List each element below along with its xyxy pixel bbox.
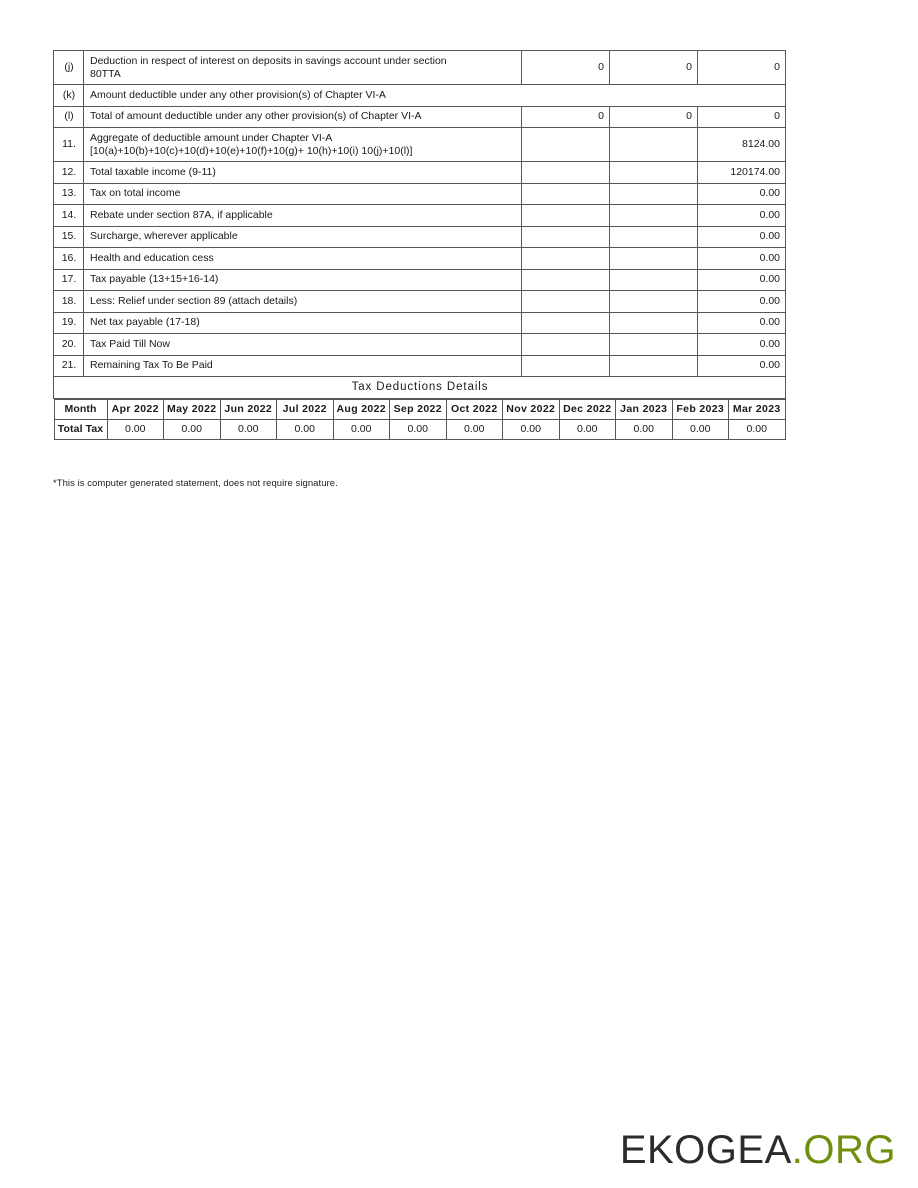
row-amount-col3: 120174.00 (698, 162, 786, 184)
row-description (84, 106, 522, 128)
row-amount-col1 (522, 183, 610, 205)
row-description-line1: Tax on total income (90, 187, 181, 200)
row-amount-col1 (522, 312, 610, 334)
table-row (54, 106, 786, 128)
row-description (84, 183, 522, 205)
row-serial-number: 13. (54, 183, 84, 205)
table-row (54, 85, 786, 107)
row-amount-col1 (522, 226, 610, 248)
tax-deductions-section (54, 377, 786, 441)
row-description (84, 162, 522, 184)
row-amount-col3: 0.00 (698, 291, 786, 313)
total-tax-cell: 0.00 (729, 420, 786, 440)
row-description-line1: Tax payable (13+15+16-14) (90, 273, 219, 286)
computer-generated-note: *This is computer generated statement, does not require signature. (53, 478, 338, 489)
row-amount-col3: 0.00 (698, 226, 786, 248)
month-header-cell: Mar 2023 (729, 400, 786, 420)
row-description (84, 128, 522, 162)
row-amount-col1 (522, 128, 610, 162)
row-description (84, 248, 522, 270)
total-tax-cell: 0.00 (446, 420, 503, 440)
tax-deductions-grid-cell (54, 399, 786, 441)
watermark-secondary-text: .ORG (791, 1128, 896, 1172)
row-amount-col1: 0 (522, 106, 610, 128)
row-amount-col1 (522, 248, 610, 270)
total-tax-row-label: Total Tax (54, 420, 107, 440)
total-tax-cell: 0.00 (277, 420, 334, 440)
total-tax-cell: 0.00 (616, 420, 673, 440)
row-amount-col3: 0.00 (698, 248, 786, 270)
table-row (54, 355, 786, 377)
month-header-cell: Feb 2023 (672, 400, 729, 420)
month-header-cell: Nov 2022 (503, 400, 560, 420)
row-description (84, 312, 522, 334)
total-tax-cell: 0.00 (503, 420, 560, 440)
monthly-tax-table (54, 399, 786, 440)
row-amount-col2 (610, 226, 698, 248)
table-row (54, 205, 786, 227)
row-amount-col3: 0.00 (698, 312, 786, 334)
row-amount-col1 (522, 334, 610, 356)
row-amount-col2 (610, 269, 698, 291)
row-amount-col1 (522, 162, 610, 184)
row-description (84, 291, 522, 313)
row-amount-col2 (610, 334, 698, 356)
row-amount-col2 (610, 162, 698, 184)
row-description (84, 85, 786, 107)
total-tax-cell: 0.00 (672, 420, 729, 440)
row-description-line1: Amount deductible under any other provision(s) of Chapter VI-A (90, 88, 386, 101)
month-header-cell: Dec 2022 (559, 400, 616, 420)
month-header-cell: Jan 2023 (616, 400, 673, 420)
row-amount-col2 (610, 183, 698, 205)
row-description (84, 226, 522, 248)
tax-deductions-grid-row (54, 399, 786, 441)
row-serial-number: (k) (54, 85, 84, 107)
row-description-line2: 80TTA (90, 67, 121, 80)
row-amount-col2 (610, 291, 698, 313)
row-amount-col2 (610, 128, 698, 162)
row-amount-col3: 0.00 (698, 355, 786, 377)
row-amount-col2 (610, 312, 698, 334)
row-amount-col3: 0.00 (698, 183, 786, 205)
table-row (54, 51, 786, 85)
row-description (84, 355, 522, 377)
month-row-label: Month (54, 400, 107, 420)
row-amount-col1 (522, 269, 610, 291)
row-serial-number: 17. (54, 269, 84, 291)
row-serial-number: 15. (54, 226, 84, 248)
row-description-line1: Rebate under section 87A, if applicable (90, 208, 273, 221)
total-tax-row (54, 420, 785, 440)
table-row (54, 312, 786, 334)
row-description-line1: Total of amount deductible under any other provision(s) of Chapter VI-A (90, 110, 422, 123)
row-serial-number: 20. (54, 334, 84, 356)
month-header-cell: May 2022 (164, 400, 221, 420)
table-row (54, 269, 786, 291)
table-row (54, 226, 786, 248)
total-tax-cell: 0.00 (164, 420, 221, 440)
row-amount-col2 (610, 355, 698, 377)
tax-computation-table (53, 50, 786, 440)
row-serial-number: 16. (54, 248, 84, 270)
row-description (84, 334, 522, 356)
row-description-line1: Surcharge, wherever applicable (90, 230, 238, 243)
row-amount-col3: 8124.00 (698, 128, 786, 162)
row-amount-col3: 0.00 (698, 334, 786, 356)
month-header-cell: Aug 2022 (333, 400, 390, 420)
row-description-line1: Total taxable income (9-11) (90, 165, 216, 178)
row-amount-col2: 0 (610, 51, 698, 85)
row-amount-col3: 0 (698, 51, 786, 85)
row-amount-col3: 0 (698, 106, 786, 128)
row-description-line1: Net tax payable (17-18) (90, 316, 200, 329)
row-amount-col2 (610, 248, 698, 270)
site-watermark (620, 1130, 896, 1170)
tax-computation-body (54, 51, 786, 377)
total-tax-cell: 0.00 (220, 420, 277, 440)
row-description-line1: Health and education cess (90, 251, 214, 264)
row-description (84, 51, 522, 85)
row-description-line1: Remaining Tax To Be Paid (90, 359, 213, 372)
total-tax-cell: 0.00 (559, 420, 616, 440)
tax-deductions-title: Tax Deductions Details (54, 377, 786, 399)
row-amount-col1 (522, 205, 610, 227)
month-header-cell: Oct 2022 (446, 400, 503, 420)
month-header-cell: Sep 2022 (390, 400, 447, 420)
row-serial-number: 11. (54, 128, 84, 162)
row-amount-col1 (522, 291, 610, 313)
row-amount-col1 (522, 355, 610, 377)
table-row (54, 128, 786, 162)
month-header-row (54, 400, 785, 420)
row-description-line1: Tax Paid Till Now (90, 337, 170, 350)
row-serial-number: 12. (54, 162, 84, 184)
row-description (84, 205, 522, 227)
month-header-cell: Apr 2022 (107, 400, 164, 420)
watermark-primary-text: EKOGEA (619, 1128, 792, 1172)
total-tax-cell: 0.00 (333, 420, 390, 440)
month-header-cell: Jun 2022 (220, 400, 277, 420)
row-serial-number: 19. (54, 312, 84, 334)
row-serial-number: (j) (54, 51, 84, 85)
table-row (54, 334, 786, 356)
row-description (84, 269, 522, 291)
row-description-line1: Less: Relief under section 89 (attach details) (90, 294, 298, 307)
row-amount-col1: 0 (522, 51, 610, 85)
row-amount-col2: 0 (610, 106, 698, 128)
row-amount-col2 (610, 205, 698, 227)
tax-deductions-title-row (54, 377, 786, 399)
table-row (54, 291, 786, 313)
row-amount-col3: 0.00 (698, 269, 786, 291)
row-serial-number: 21. (54, 355, 84, 377)
row-description-line1: Aggregate of deductible amount under Chapter VI-A (90, 131, 333, 144)
table-row (54, 162, 786, 184)
row-amount-col3: 0.00 (698, 205, 786, 227)
total-tax-cell: 0.00 (107, 420, 164, 440)
table-row (54, 183, 786, 205)
total-tax-cell: 0.00 (390, 420, 447, 440)
table-row (54, 248, 786, 270)
row-serial-number: 18. (54, 291, 84, 313)
month-header-cell: Jul 2022 (277, 400, 334, 420)
row-description-line2: [10(a)+10(b)+10(c)+10(d)+10(e)+10(f)+10(g)+ 10(h)+10(i) 10(j)+10(l)] (90, 144, 413, 157)
row-serial-number: (l) (54, 106, 84, 128)
row-serial-number: 14. (54, 205, 84, 227)
row-description-line1: Deduction in respect of interest on deposits in savings account under section (90, 54, 447, 67)
